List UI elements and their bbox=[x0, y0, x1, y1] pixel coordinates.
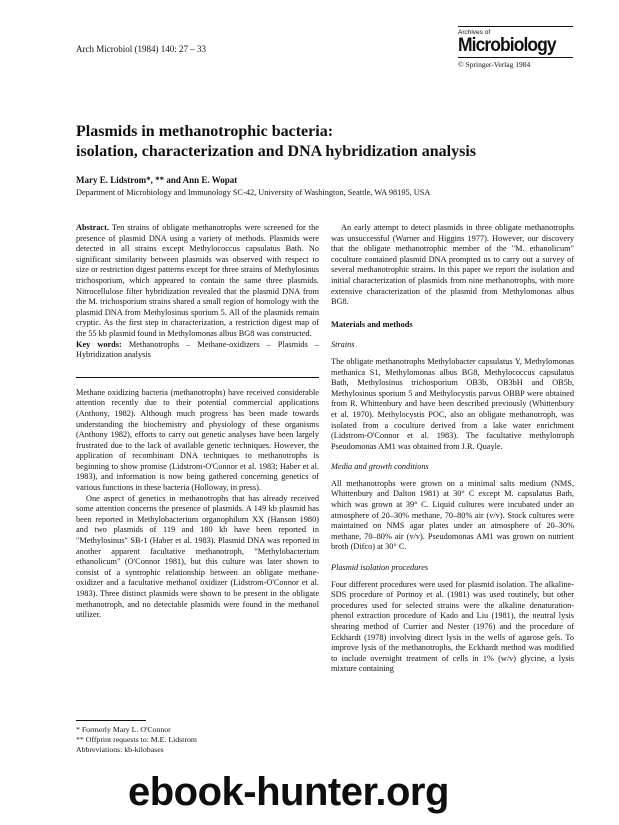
subheading-plasmid-isolation: Plasmid isolation procedures bbox=[331, 563, 429, 573]
subheading-media: Media and growth conditions bbox=[331, 462, 429, 472]
keywords bbox=[76, 340, 319, 361]
keywords-label: Key words: bbox=[76, 339, 122, 349]
media-paragraph: All methanotrophs were grown on a minimal salts medium (NMS, Whittenbury and Dalton 1981) at 30° C except M. capsulatus Bath, which was grown at 39° C. Liquid cultures were incubated under an atmosphere of 20–30% methane, 70–80% air (v/v). Stock cultures were maintained on NMS agar plates under an atmosphere of 20–30% methane, 70–80% air (v/v). Pseudomonas AM1 was grown on nutrient broth (Difco) at 30° C. bbox=[331, 478, 574, 552]
footnotes bbox=[76, 720, 319, 754]
right-column bbox=[331, 223, 574, 675]
strains-paragraph: The obligate methanotrophs Methylobacter capsulatus Y, Methylomonas methanica S1, Methylomonas albus BG8, Methylococcus capsulatus Bath, Methylosinus trichosporium OB3b, OB3bH and OB5b, Methylosinus sporium 5 and Methylocystis parvus OBBP were obtained from R. Whittenbury and have been described previously (Whittenbury et al. 1970). Methylocystis POC, also an obligate methanotroph, was isolated from a coculture derived from a lake water enrichment (Lidstrom-O'Connor et al. 1983). The facultative methylotroph Pseudomonas AM1 was obtained from J.R. Quayle. bbox=[331, 356, 574, 451]
intro-paragraph-1: Methane oxidizing bacteria (methanotrophs) have received considerable attention recently due to their potential commercial applications (Anthony, 1982). Although much progress has been made towards understanding the biochemistry and physiology of these organisms (Anthony 1982), efforts to carry out genetic analyses have been largely frustrated due to the lack of available genetic techniques. However, the application of recombinant DNA techniques to methanotrophs is beginning to show promise (Lidstrom-O'Connor et al. 1983; Haber et al. 1983), and information is now being gathered concerning genetics of various functions in these bacteria (Holloway, in press). bbox=[76, 387, 319, 493]
journal-citation: Arch Microbiol (1984) 140: 27 – 33 bbox=[76, 44, 206, 54]
footnote-2: ** Offprint requests to: M.E. Lidstrom bbox=[76, 734, 197, 744]
left-column bbox=[76, 223, 319, 621]
isolation-paragraph: Four different procedures were used for plasmid isolation. The alkaline-SDS procedure of Portnoy et al. (1981) was used routinely, but other procedures used for selected strains were the alkaline denaturation-phenol extraction procedure of Kado and Liu (1981), the neutral lysis shearing method of Currier and Nester (1976) and the procedure of Eckhardt (1978) involving direct lysis in the wells of agarose gels. To improve lysis of the methanotrophs, the Eckhardt method was modified to include overnight treatment of cells in 1% (w/v) glycine, a lysis mixture containing bbox=[331, 579, 574, 674]
title-line-2: isolation, characterization and DNA hybridization analysis bbox=[76, 143, 477, 160]
footnote-abbreviations: Abbreviations: kb-kilobases bbox=[76, 744, 164, 754]
journal-name: Microbiology bbox=[458, 35, 556, 56]
keywords-text: Methanotrophs – Methane-oxidizers – Plasmids – Hybridization analysis bbox=[76, 339, 319, 360]
footnote-1: * Formerly Mary L. O'Connor bbox=[76, 725, 171, 734]
intro-paragraph-2: One aspect of genetics in methanotrophs that has already received some attention concerns the presence of plasmids. A 149 kb plasmid has been reported in Methylobacterium organophilum XX (Hanson 1980) and two plasmids of 119 and 180 kb have been reported in "Methylosinus" SB-1 (Haber et al. 1983). Plasmid DNA was reported in another apparent facultative methanotroph, "Methylobacterium ethanolicum" (O'Connor 1981), but this culture was later shown to consist of a syntrophic relationship between an obligate methane-oxidizer and a facultative methanol oxidizer (Lidstrom-O'Connor et al. 1983). Three distinct plasmids were shown to be present in the obligate methanotroph, and no detectable plasmids were found in the methanol utilizer. bbox=[76, 493, 319, 620]
author-list: Mary E. Lidstrom*, ** and Ann E. Wopat bbox=[76, 175, 238, 185]
copyright-line: © Springer-Verlag 1984 bbox=[458, 57, 573, 69]
watermark: ebook-hunter.org bbox=[128, 770, 449, 814]
section-heading-methods: Materials and methods bbox=[331, 319, 413, 329]
abstract-label: Abstract. bbox=[76, 223, 109, 232]
journal-logo bbox=[458, 26, 573, 69]
affiliation: Department of Microbiology and Immunology SC-42, University of Washington, Seattle, WA 98195, USA bbox=[76, 188, 431, 197]
subheading-strains: Strains bbox=[331, 340, 355, 350]
journal-top-label: Archives of bbox=[458, 26, 573, 36]
title-line-1: Plasmids in methanotrophic bacteria: bbox=[76, 123, 334, 140]
abstract-separator bbox=[76, 377, 319, 378]
intro-paragraph-3: An early attempt to detect plasmids in three obligate methanotrophs was unsuccessful (Warner and Higgins 1977). However, our discovery that the obligate methanotrophic member of the "M. ethanolicum" coculture contained plasmid DNA prompted us to carry out a survey of several methanotrophic strains. In this paper we report the isolation and initial characterization of plasmids from nine methanotrophs, with more extensive characterization of the plasmid from Methylomonas albus BG8. bbox=[331, 223, 574, 307]
abstract bbox=[76, 223, 319, 340]
paper-title bbox=[76, 122, 576, 162]
abstract-text: Ten strains of obligate methanotrophs were screened for the presence of plasmid DNA using a variety of methods. Plasmids were detected in all strains except Methylococcus capsulatus Bath. No significant similarity between plasmids was observed with respect to size or restriction digest patterns except for three strains of Methylosinus trichosporium, which appeared to contain the same three plasmids. Nitrocellulose filter hybridization revealed that the plasmid DNA from the M. trichosporium strains shared a small region of homology with the plasmid DNA from Methylosinus sporium 5. All of the plasmids remain cryptic. As the first step in characterization, a restriction digest map of the 55 kb plasmid found in Methylomonas albus BG8 was constructed. bbox=[76, 223, 319, 338]
footnote-rule bbox=[76, 720, 146, 721]
